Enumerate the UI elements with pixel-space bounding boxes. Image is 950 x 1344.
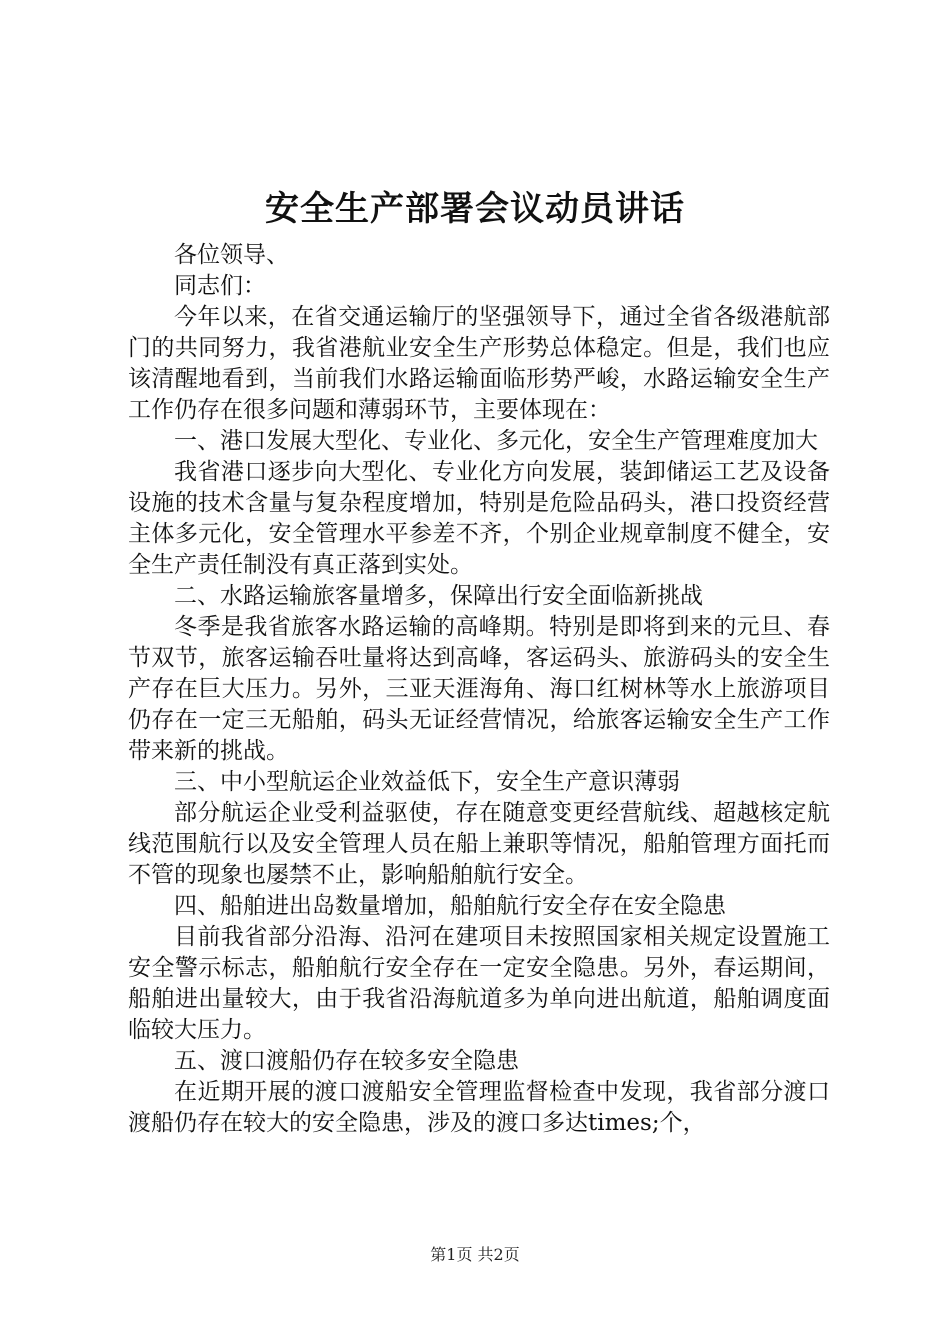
section-heading: 二、水路运输旅客量增多，保障出行安全面临新挑战 [174, 583, 703, 609]
body-paragraph: 冬季是我省旅客水路运输的高峰期。特别是即将到来的元旦、春节双节，旅客运输吞吐量将达到高峰，客运码头、旅游码头的安全生产存在巨大压力。另外，三亚天涯海角、海口红树林等水上旅游项目仍存在一定三无船舶，码头无证经营情况，给旅客运输安全生产工作带来新的挑战。 [128, 614, 830, 764]
body-paragraph: 我省港口逐步向大型化、专业化方向发展，装卸储运工艺及设备设施的技术含量与复杂程度增加，特别是危险品码头，港口投资经营主体多元化，安全管理水平参差不齐，个别企业规章制度不健全，安全生产责任制没有真正落到实处。 [128, 459, 830, 578]
body-paragraph: 今年以来，在省交通运输厅的坚强领导下，通过全省各级港航部门的共同努力，我省港航业安全生产形势总体稳定。但是，我们也应该清醒地看到，当前我们水路运输面临形势严峻，水路运输安全生产工作仍存在很多问题和薄弱环节，主要体现在： [128, 304, 830, 423]
document-body [128, 240, 830, 1139]
body-paragraph: 部分航运企业受利益驱使，存在随意变更经营航线、超越核定航线范围航行以及安全管理人员在船上兼职等情况，船舶管理方面托而不管的现象也屡禁不止，影响船舶航行安全。 [128, 800, 830, 888]
section-heading: 五、渡口渡船仍存在较多安全隐患 [174, 1048, 519, 1074]
salutation-line: 同志们： [174, 273, 266, 299]
document-title: 安全生产部署会议动员讲话 [265, 189, 685, 229]
page-number-footer: 第1页 共2页 [430, 1245, 520, 1264]
section-heading: 三、中小型航运企业效益低下，安全生产意识薄弱 [174, 769, 680, 795]
section-heading: 一、港口发展大型化、专业化、多元化，安全生产管理难度加大 [174, 428, 818, 454]
body-paragraph: 在近期开展的渡口渡船安全管理监督检查中发现，我省部分渡口渡船仍存在较大的安全隐患，涉及的渡口多达times;个， [128, 1079, 830, 1136]
salutation-line: 各位领导、 [174, 242, 289, 268]
body-paragraph: 目前我省部分沿海、沿河在建项目未按照国家相关规定设置施工安全警示标志，船舶航行安全存在一定安全隐患。另外，春运期间，船舶进出量较大，由于我省沿海航道多为单向进出航道，船舶调度面临较大压力。 [128, 924, 830, 1043]
section-heading: 四、船舶进出岛数量增加，船舶航行安全存在安全隐患 [174, 893, 726, 919]
